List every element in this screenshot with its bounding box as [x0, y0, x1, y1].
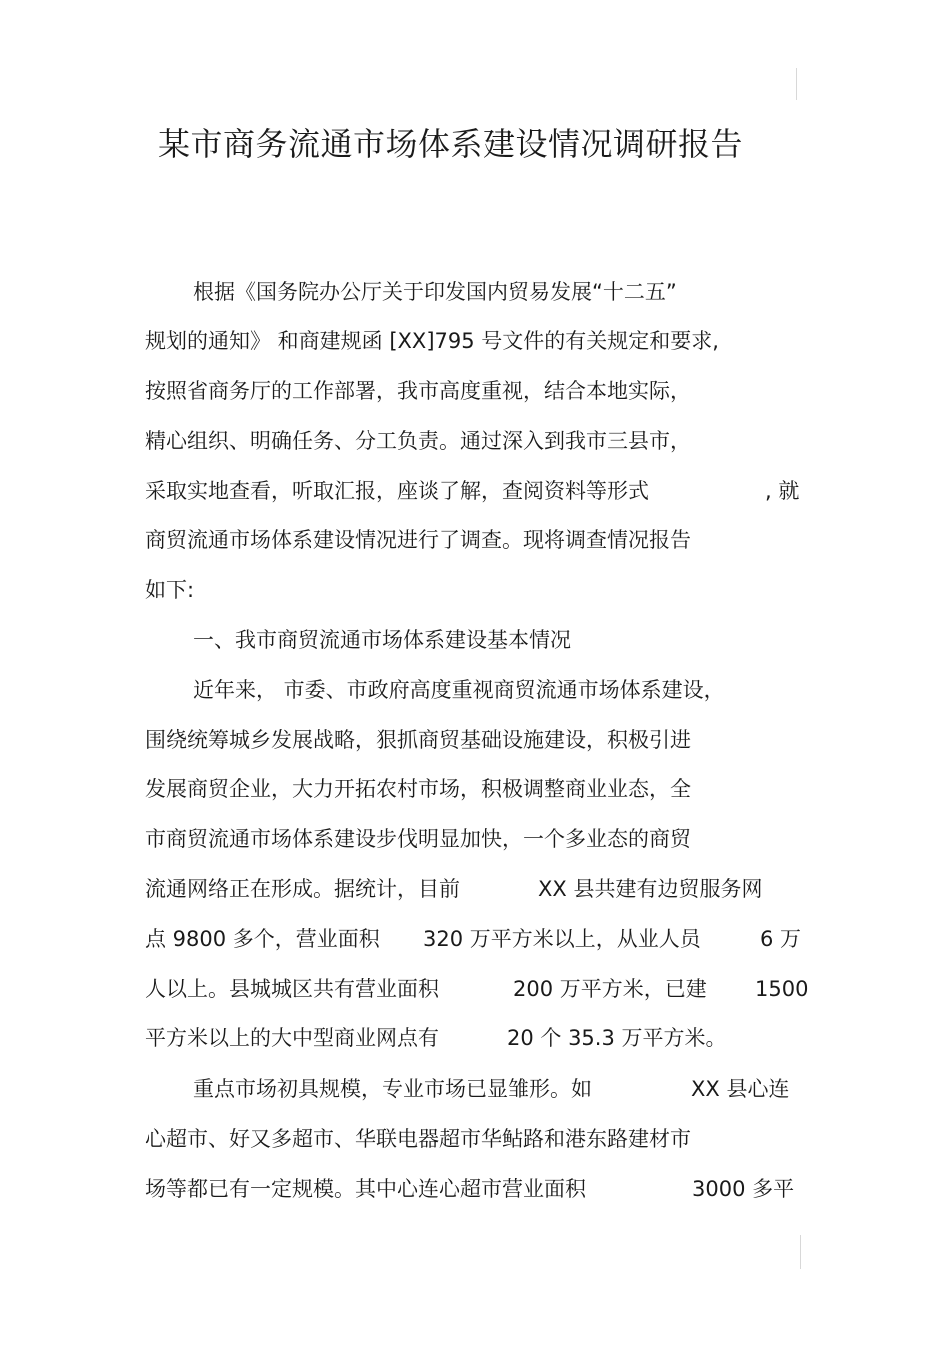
line-text: 重点市场初具规模，专业市场已显雏形。如: [193, 1077, 592, 1101]
line-text: 市商贸流通市场体系建设步伐明显加快，一个多业态的商贸: [145, 827, 691, 851]
line-text-end: , 就: [765, 479, 800, 503]
line-text: 平方米以上的大中型商业网点有: [145, 1026, 439, 1050]
paragraph-line: [193, 672, 825, 708]
line-text-end: 1500: [755, 977, 809, 1001]
line-text: 采取实地查看，听取汇报，座谈了解，查阅资料等形式: [145, 479, 649, 503]
paragraph-line: [145, 1171, 825, 1207]
paragraph-line: [145, 522, 825, 558]
paragraph-line: [193, 1071, 825, 1107]
line-text: 人以上。县城城区共有营业面积: [145, 977, 439, 1001]
paragraph-line: [145, 323, 825, 359]
paragraph-line: [145, 1020, 825, 1056]
paragraph-line: [145, 871, 825, 907]
line-text: 发展商贸企业，大力开拓农村市场，积极调整商业业态，全: [145, 777, 691, 801]
line-text: 近年来， 市委、市政府高度重视商贸流通市场体系建设，: [193, 678, 725, 702]
paragraph-line: [145, 971, 825, 1007]
section-heading: [193, 622, 825, 658]
line-text-end: 20 个 35.3 万平方米。: [507, 1026, 727, 1050]
line-text: 围绕统筹城乡发展战略，狠抓商贸基础设施建设，积极引进: [145, 728, 691, 752]
section-heading-text: 一、我市商贸流通市场体系建设基本情况: [193, 628, 571, 652]
line-text: 规划的通知》 和商建规函 [XX]795 号文件的有关规定和要求,: [145, 329, 719, 353]
paragraph-line: [193, 274, 825, 310]
line-text: 流通网络正在形成。据统计，目前: [145, 877, 460, 901]
page-edge-mark-bottom: [800, 1235, 801, 1269]
page-edge-mark-top: [796, 68, 797, 100]
line-text: 按照省商务厅的工作部署，我市高度重视，结合本地实际，: [145, 379, 691, 403]
line-text: 如下:: [145, 578, 195, 602]
paragraph-line: [145, 473, 825, 509]
line-text-end: 6 万: [760, 927, 802, 951]
line-text: 点 9800 多个，营业面积: [145, 927, 380, 951]
document-title: 某市商务流通市场体系建设情况调研报告: [158, 125, 744, 163]
line-text-end: 3000 多平: [692, 1177, 795, 1201]
paragraph-line: [145, 722, 825, 758]
line-text: 心超市、好又多超市、华联电器超市华鲇路和港东路建材市: [145, 1127, 691, 1151]
line-text: 精心组织、明确任务、分工负责。通过深入到我市三县市，: [145, 429, 691, 453]
line-text: 根据《国务院办公厅关于印发国内贸易发展“十二五”: [193, 280, 677, 304]
line-text-mid: 200 万平方米，已建: [513, 977, 707, 1001]
paragraph-line: [145, 572, 825, 608]
line-text-mid: 320 万平方米以上，从业人员: [423, 927, 701, 951]
line-text-end: XX 县共建有边贸服务网: [538, 877, 763, 901]
paragraph-line: [145, 821, 825, 857]
paragraph-line: [145, 423, 825, 459]
paragraph-line: [145, 1121, 825, 1157]
line-text: 场等都已有一定规模。其中心连心超市营业面积: [145, 1177, 586, 1201]
paragraph-line: [145, 771, 825, 807]
line-text: 商贸流通市场体系建设情况进行了调查。现将调查情况报告: [145, 528, 691, 552]
line-text-end: XX 县心连: [691, 1077, 790, 1101]
paragraph-line: [145, 921, 825, 957]
paragraph-line: [145, 373, 825, 409]
